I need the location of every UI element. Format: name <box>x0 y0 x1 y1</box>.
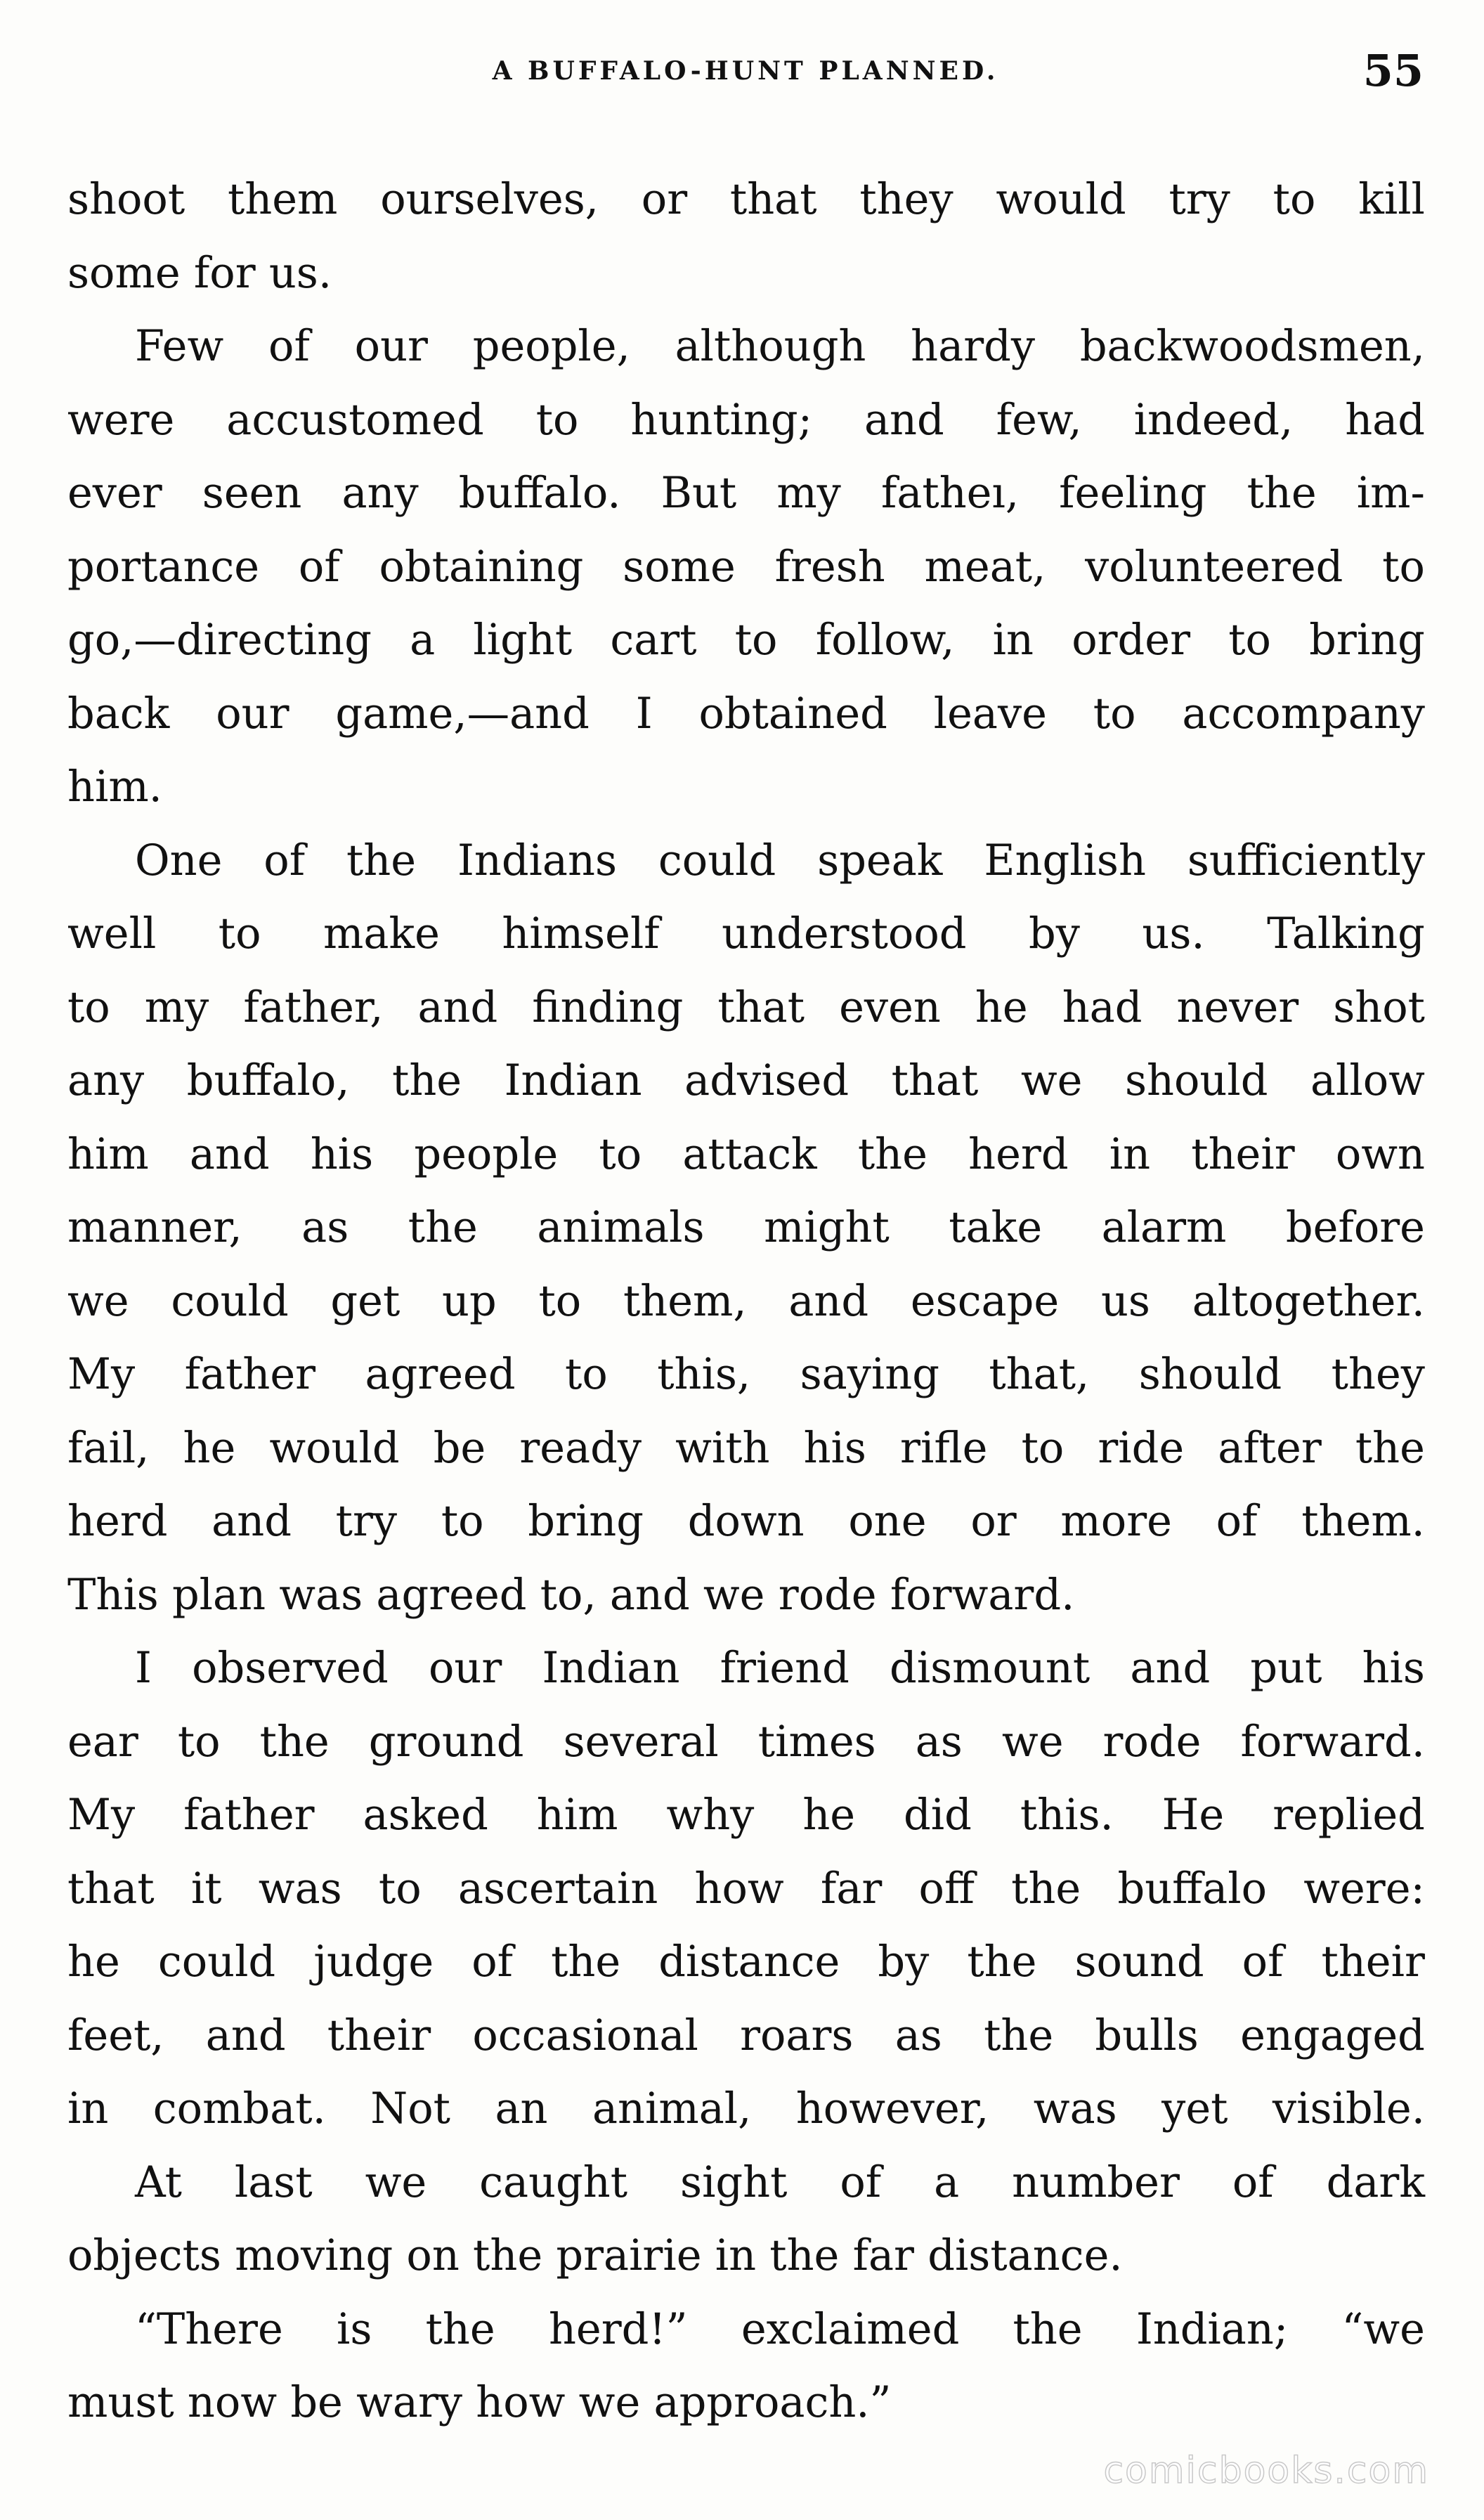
text-line: ever seen any buffalo. But my fatheı, feeling the im- <box>67 469 1425 518</box>
text-line: manner, as the animals might take alarm before <box>67 1203 1425 1252</box>
text-line: herd and try to bring down one or more of them. <box>67 1497 1425 1546</box>
text-line: ear to the ground several times as we rode forward. <box>67 1717 1425 1767</box>
text-line: to my father, and finding that even he had never shot <box>67 982 1425 1032</box>
text-line: I observed our Indian friend dismount and put his <box>135 1644 1425 1693</box>
text-line: well to make himself understood by us. Talking <box>67 909 1425 959</box>
text-line: back our game,—and I obtained leave to accompany <box>67 689 1425 739</box>
text-line: some for us. <box>67 248 332 298</box>
text-line: This plan was agreed to, and we rode forward. <box>67 1570 1075 1620</box>
watermark: comicbooks.com <box>1103 2450 1429 2492</box>
text-line: feet, and their occasional roars as the bulls engaged <box>67 2011 1425 2060</box>
text-line: any buffalo, the Indian advised that we should allow <box>67 1056 1425 1105</box>
text-line: portance of obtaining some fresh meat, volunteered to <box>67 542 1425 592</box>
text-line: we could get up to them, and escape us altogether. <box>67 1276 1425 1326</box>
text-line: in combat. Not an animal, however, was yet visible. <box>67 2084 1425 2133</box>
text-line: objects moving on the prairie in the far distance. <box>67 2231 1123 2280</box>
text-line: that it was to ascertain how far off the buffalo were: <box>67 1864 1425 1914</box>
page-number: 55 <box>1362 45 1424 96</box>
running-title: A BUFFALO-HUNT PLANNED. <box>492 56 999 86</box>
text-line: At last we caught sight of a number of dark <box>135 2157 1425 2207</box>
text-line: My father asked him why he did this. He replied <box>67 1791 1425 1840</box>
text-line: him and his people to attack the herd in their own <box>67 1129 1425 1179</box>
text-line: go,—directing a light cart to follow, in order to bring <box>67 616 1425 665</box>
body-text <box>67 163 1425 2440</box>
text-line: must now be wary how we approach.” <box>67 2378 892 2427</box>
text-line: My father agreed to this, saying that, should they <box>67 1350 1425 1399</box>
text-line: were accustomed to hunting; and few, indeed, had <box>67 395 1425 445</box>
text-line: he could judge of the distance by the sound of their <box>67 1937 1425 1987</box>
text-line: One of the Indians could speak English sufficiently <box>135 836 1425 885</box>
text-line: Few of our people, although hardy backwoodsmen, <box>135 322 1425 371</box>
text-line: fail, he would be ready with his rifle to ride after the <box>67 1423 1425 1473</box>
text-line: him. <box>67 762 162 812</box>
running-head <box>67 44 1424 107</box>
text-line: shoot them ourselves, or that they would try to kill <box>67 175 1425 224</box>
text-line: “There is the herd!” exclaimed the Indian; “we <box>135 2304 1425 2354</box>
